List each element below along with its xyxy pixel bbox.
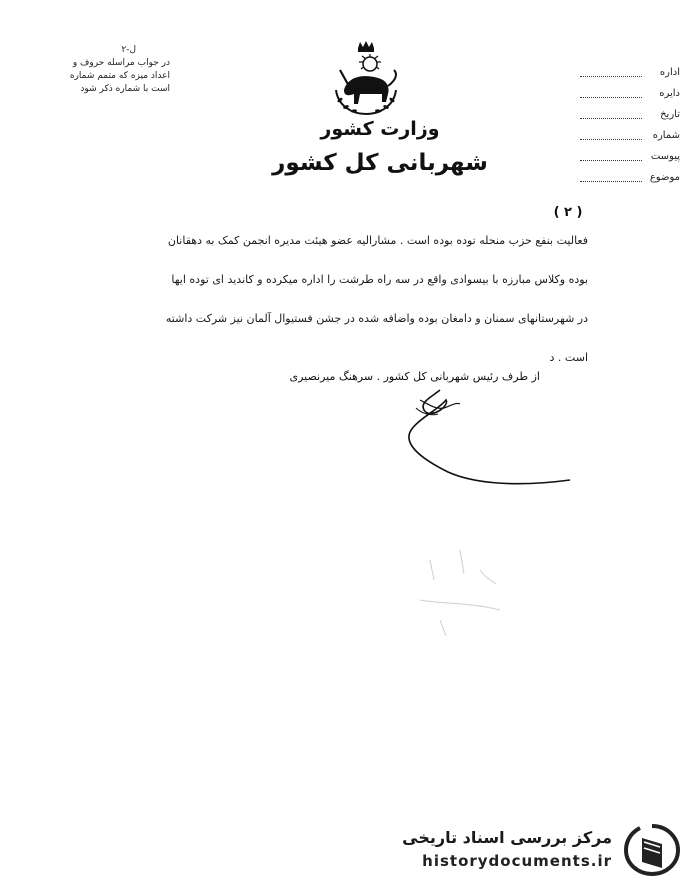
- field-dotted-line: [580, 173, 642, 182]
- field-dotted-line: [580, 110, 642, 119]
- reply-instruction-note: [30, 44, 170, 96]
- body-line: فعالیت بنفع حزب منحله توده بوده است . مشارالیه عضو هیئت مدیره انجمن کمک به دهقانان: [167, 234, 588, 247]
- handwritten-signature: [320, 380, 580, 500]
- letter-fields: [580, 62, 680, 188]
- page-number: ( ٢ ): [553, 205, 583, 220]
- field-label: دایره: [659, 88, 680, 99]
- department-title: شهربانی کل کشور: [272, 150, 488, 176]
- body-line: است . د: [549, 351, 588, 364]
- field-dotted-line: [580, 131, 642, 140]
- archive-url: historydocuments.ir: [422, 852, 612, 870]
- letter-body: [100, 228, 588, 384]
- note-line: است با شماره ذکر شود: [80, 84, 170, 94]
- field-dotted-line: [580, 152, 642, 161]
- field-subject: [580, 167, 680, 188]
- archive-name: مرکز بررسی اسناد تاریخی: [402, 828, 612, 847]
- body-line: در شهرستانهای سمنان و دامغان بوده واضافه شده در جشن فستیوال آلمان نیز شرکت داشته: [165, 312, 588, 325]
- ministry-title: وزارت کشور: [320, 118, 440, 140]
- archive-logo-icon: [622, 822, 682, 878]
- field-label: اداره: [659, 67, 680, 78]
- faint-bleedthrough-marks: [400, 540, 520, 640]
- body-line: بوده وکلاس مبارزه با بیسوادی واقع در سه راه طرشت را اداره میکرده و کاندید ای توده ایها: [171, 273, 588, 286]
- field-number: [580, 125, 680, 146]
- note-line: اعداد میزه که متمم شماره: [69, 71, 170, 81]
- signatory-line: از طرف رئیس شهربانی کل کشور . سرهنگ میرنصیری: [289, 370, 540, 383]
- note-line: در جواب مراسله حروف و: [72, 58, 170, 68]
- field-office: [580, 62, 680, 83]
- field-attachment: [580, 146, 680, 167]
- archive-watermark: [400, 820, 690, 880]
- field-dotted-line: [580, 68, 642, 77]
- field-dotted-line: [580, 89, 642, 98]
- field-label: شماره: [652, 130, 680, 141]
- field-label: موضوع: [649, 172, 680, 183]
- lion-and-sun-emblem-icon: [330, 40, 402, 118]
- field-label: پیوست: [650, 151, 680, 162]
- field-label: تاریخ: [660, 109, 680, 120]
- field-section: [580, 83, 680, 104]
- reference-code: ل-٢: [121, 45, 136, 55]
- field-date: [580, 104, 680, 125]
